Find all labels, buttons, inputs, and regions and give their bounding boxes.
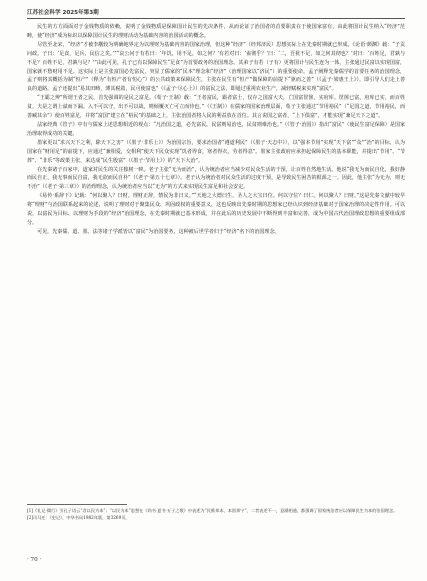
body-paragraph: 可见，先秦儒、道、墨、法等诸子学派皆以“富民”为治国要务，这种被后世学者归于“经济”名下的治国理念。: [37, 228, 280, 235]
body-paragraph: “王霸之辨”所谓王者之民，首先强调的是民之富足。《荀子·王制》载：“王者富民，霸者富士，仅存之国富大夫，亡国富筐箧，实府库。筐箧已富，府库已实，而百姓贫，夫是之谓上溢而下漏。入不可以守，出不可以战，则倾覆灭亡可立而待也。”（《王制》）在儒家的国家治理层面，荀子主张通过“节用裕民”（“足国之道，节用裕民，而善臧其余”）使百姓富足，并将“富国”建立在“裕民”的基础之上，主张治国者将人民的利益放在首位。其言说国之富者，“上下俱富”，才能实现“兼足天下之道”。: [27, 95, 405, 120]
journal-name: 江苏社会科学 2025年第3期: [27, 10, 99, 16]
footnote-divider: [27, 504, 127, 505]
running-header: [27, 8, 405, 19]
body-paragraph: 墨家更以“求兴天下之利，除天下之害”（《墨子·非乐上》）为治国宗旨，要求治国者“遵道利民”（《墨子·天志中》），以“强本节用”实现“天下富”“众”“治”的目标，认为国家在“财用足”的前提下，应通过“兼相爱，交相利”使天下民众实现“饥者得食，寒者得衣，劳者得息”。墨家主张政府应承担起保障民生的基本职能，并提出“节用”、“节葬”、“非乐”等政策主张，来达成“民生殷富”（《墨子·节用上》）的“天下大治”。: [27, 139, 405, 164]
body-paragraph: 《易传·系辞下》记载：“何以聚人？曰财。理财正辞，禁民为非曰义。”“天地之大德曰生，圣人之大宝曰位。何以守位？曰仁。何以聚人？曰财。”这是先秦文献中较早将“理财”与治国联系起来的论述，说明了理财对于聚集民众、巩固政权的重要意义，这也反映出先秦时期的思想家已经认识到经济基础对于国家治理的决定性作用。可以说，以富民为目标、以理财为手段的“经济”治国理念，在先秦时期就已基本形成，并在此后的历史发展中不断得到丰富和完善，成为中国古代治国理政思想的重要组成部分。: [27, 193, 405, 226]
article-body: [27, 23, 405, 237]
body-paragraph: 在先秦诸子百家中，道家对民生的关注独树一帜。老子主张“无为而治”，认为统治者应当减少对民众生活的干预，让百姓自然地生活。他说“我无为而民自化，我好静而民自正，我无事而民自富，我无欲而民自朴”（《老子·第五十七章》）。老子认为统治者对民众生活的过度干预，是导致民生困苦的根源之一。因此，他主张“为无为，则无不治”（《老子·第三章》）的治理理念，认为统治者应当以“无为”的方式来实现民生富足和社会安定。: [27, 166, 405, 191]
footnotes: [27, 507, 405, 522]
body-paragraph: 民生的方方面面对于金钱物质的依赖，说明了金钱物质是保障国计民生的先决条件，从而论证了治国者的首要职责在于使国家富有，由此将国计民生纳入“经济”范畴，使“经济”成为标识以保障国计民生的理财活动为基础内容的治国活动的概念。: [27, 24, 405, 39]
footnote: [1]《礼记·儒行》引孔子语云“君以民为本”；“以民为本”思想在《尚书·夏书·五子之歌》中表述为“民惟邦本，本固邦宁”，二者表述不一，意涵相通，都强调了国家统治者应以保障民生为本的治国理念。: [27, 508, 398, 513]
page-number: · 70 ·: [27, 557, 42, 563]
body-paragraph: 尽管至北宋，“经济”才被李觏较为明确地界定为以理财为基础内容的国家治理，但这种“经济”（经邦济民）思想实际上在先秦时期就已形成。《论语·颜渊》载：“子贡问政。子曰：‘足食，足兵，民信之矣。’”“哀公问于有若曰：‘年饥，用不足，如之何？’有若对曰：‘盍彻乎？’曰：‘二，吾犹不足，如之何其彻也？’对曰：‘百姓足，君孰与不足？百姓不足，君孰与足？’”由此可见，孔子已有以保障民生“足食”为首要政务的治国理念。其弟子有若（子有）更将国计与民生连为一体，主张通过民富以实现国富，国家就不愁财用不足。这实际上是主张富国必先富民，突显了儒家的“民本”理念和“经济”（治理国家以“济民”）的重要使命。孟子阐释先秦儒学的首要任务的治国理念，孟子则将其概括为制“恒产”（释为“有恒产者有恒心”）的公共政策来保障民生，主张在民生有“恒产”做保障的前提下“驱而之善”（《孟子·梁惠王上》），即引导人们走上善良的道路。孟子还提出“易其田畴，薄其税敛，民可使富也”（《孟子·尽心上》）的富民之法，即通过重视农业生产，减轻赋税来实现“富民”。: [27, 41, 405, 93]
footnote: [2]司马迁：《史记》，中华书局1982年版，第3269页。: [27, 515, 130, 521]
body-paragraph: 法家经典《管子》中有与儒家上述思想相近的观点：“凡治国之道，必先富民。民富则易治也，民贫则难治也。”（《管子·治国》）指出“富民”（使民生富足保障）是国家治理取得成功的关键。: [27, 121, 405, 137]
